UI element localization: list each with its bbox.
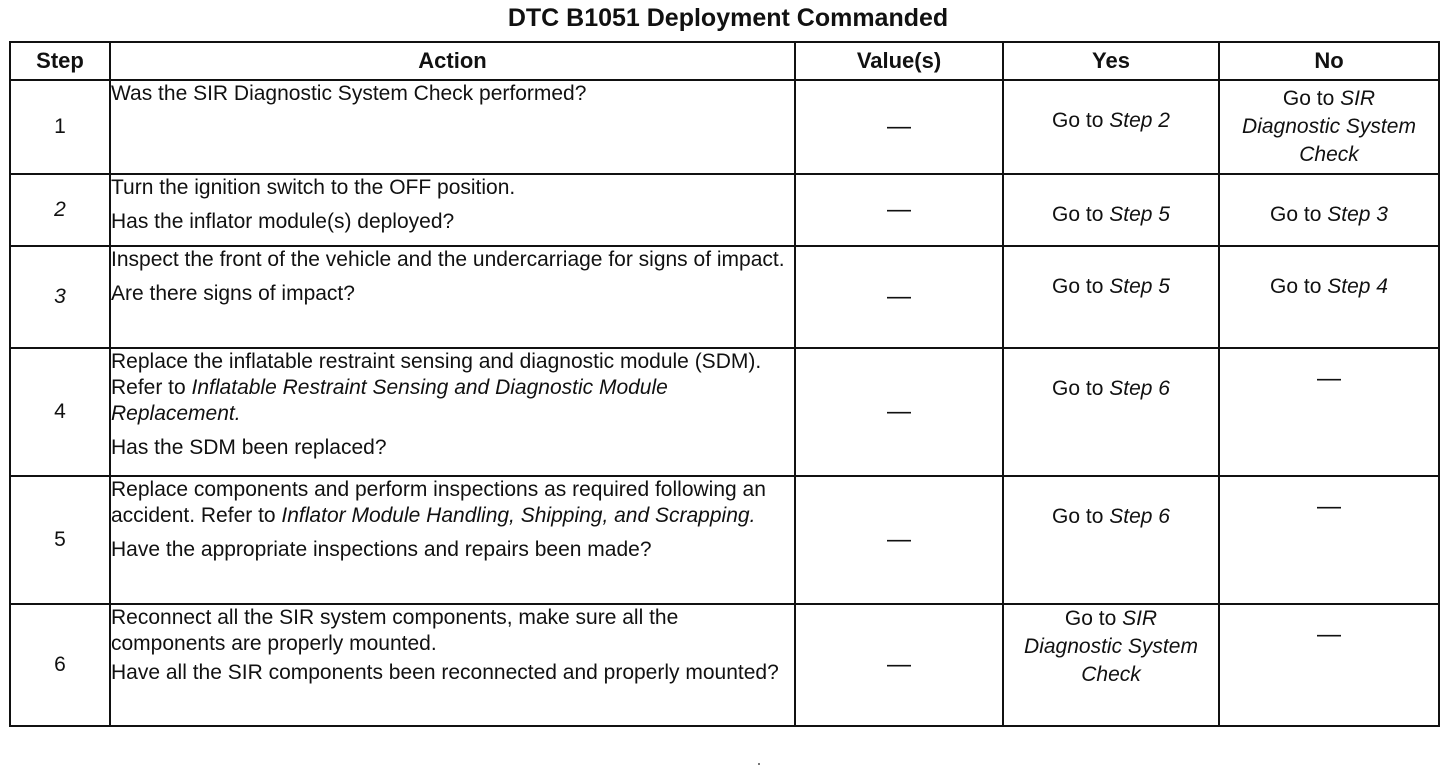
yes-goto-link[interactable]: Go to Step 5 [1052, 203, 1170, 226]
no-dash: — [1317, 365, 1341, 392]
page-title: DTC B1051 Deployment Commanded [507, 4, 949, 32]
action-text: Replace the inflatable restraint sensing and diagnostic module (SDM). Refer to Inflatable Restraint Sensing and Diagnostic Module Replacement. [111, 350, 762, 425]
value-cell: — [795, 246, 1003, 348]
step-number: 3 [10, 246, 110, 348]
no-dash: — [1317, 493, 1341, 520]
yes-goto-link[interactable]: Go to Step 2 [1052, 109, 1170, 132]
action-cell [110, 80, 795, 174]
table-row [10, 80, 1439, 174]
action-cell [110, 348, 795, 476]
table-row [10, 174, 1439, 246]
yes-cell [1003, 174, 1219, 246]
step-number: 5 [10, 476, 110, 604]
action-cell [110, 246, 795, 348]
value-cell: — [795, 174, 1003, 246]
action-cell [110, 174, 795, 246]
diagnostic-table [9, 41, 1440, 727]
header-step: Step [10, 42, 110, 80]
table-row [10, 348, 1439, 476]
scan-speck [758, 763, 760, 765]
yes-cell [1003, 476, 1219, 604]
action-question: Are there signs of impact? [111, 282, 355, 305]
action-text: Replace components and perform inspections as required following an accident. Refer to Inflator Module Handling, Shipping, and Scrapping. [111, 478, 766, 527]
no-cell [1219, 246, 1439, 348]
action-cell [110, 604, 795, 726]
action-question: Has the SDM been replaced? [111, 436, 387, 459]
header-no: No [1219, 42, 1439, 80]
yes-cell [1003, 246, 1219, 348]
value-cell: — [795, 80, 1003, 174]
header-action: Action [110, 42, 795, 80]
no-cell [1219, 174, 1439, 246]
action-cell [110, 476, 795, 604]
table-row [10, 604, 1439, 726]
no-cell [1219, 80, 1439, 174]
action-text: Turn the ignition switch to the OFF position. [111, 176, 516, 199]
no-cell [1219, 604, 1439, 726]
action-question: Have all the SIR components been reconnected and properly mounted? [111, 661, 779, 684]
action-text: Was the SIR Diagnostic System Check performed? [111, 82, 587, 105]
header-values: Value(s) [795, 42, 1003, 80]
value-cell: — [795, 476, 1003, 604]
step-number: 2 [10, 174, 110, 246]
reference-link[interactable]: Inflatable Restraint Sensing and Diagnostic Module Replacement. [111, 376, 668, 425]
no-cell [1219, 476, 1439, 604]
yes-goto-link[interactable]: Go to Step 5 [1052, 275, 1170, 298]
yes-cell [1003, 80, 1219, 174]
value-cell: — [795, 348, 1003, 476]
header-yes: Yes [1003, 42, 1219, 80]
yes-goto-link[interactable]: Go to SIR Diagnostic System Check [1024, 607, 1198, 686]
table-header-row [10, 42, 1439, 80]
table-row [10, 246, 1439, 348]
yes-cell [1003, 348, 1219, 476]
yes-cell [1003, 604, 1219, 726]
yes-goto-link[interactable]: Go to Step 6 [1052, 377, 1170, 400]
action-text: Reconnect all the SIR system components, make sure all the components are properly mounted. [111, 606, 679, 655]
no-goto-link[interactable]: Go to Step 4 [1270, 275, 1388, 298]
action-text: Inspect the front of the vehicle and the undercarriage for signs of impact. [111, 248, 785, 271]
value-cell: — [795, 604, 1003, 726]
table-row [10, 476, 1439, 604]
step-number: 4 [10, 348, 110, 476]
action-question: Have the appropriate inspections and repairs been made? [111, 538, 652, 561]
no-dash: — [1317, 621, 1341, 648]
no-goto-link[interactable]: Go to Step 3 [1270, 203, 1388, 226]
step-number: 1 [10, 80, 110, 174]
action-question: Has the inflator module(s) deployed? [111, 210, 455, 233]
no-goto-link[interactable]: Go to SIR Diagnostic System Check [1242, 87, 1416, 166]
yes-goto-link[interactable]: Go to Step 6 [1052, 505, 1170, 528]
reference-link[interactable]: Inflator Module Handling, Shipping, and Scrapping. [281, 504, 756, 527]
no-cell [1219, 348, 1439, 476]
step-number: 6 [10, 604, 110, 726]
